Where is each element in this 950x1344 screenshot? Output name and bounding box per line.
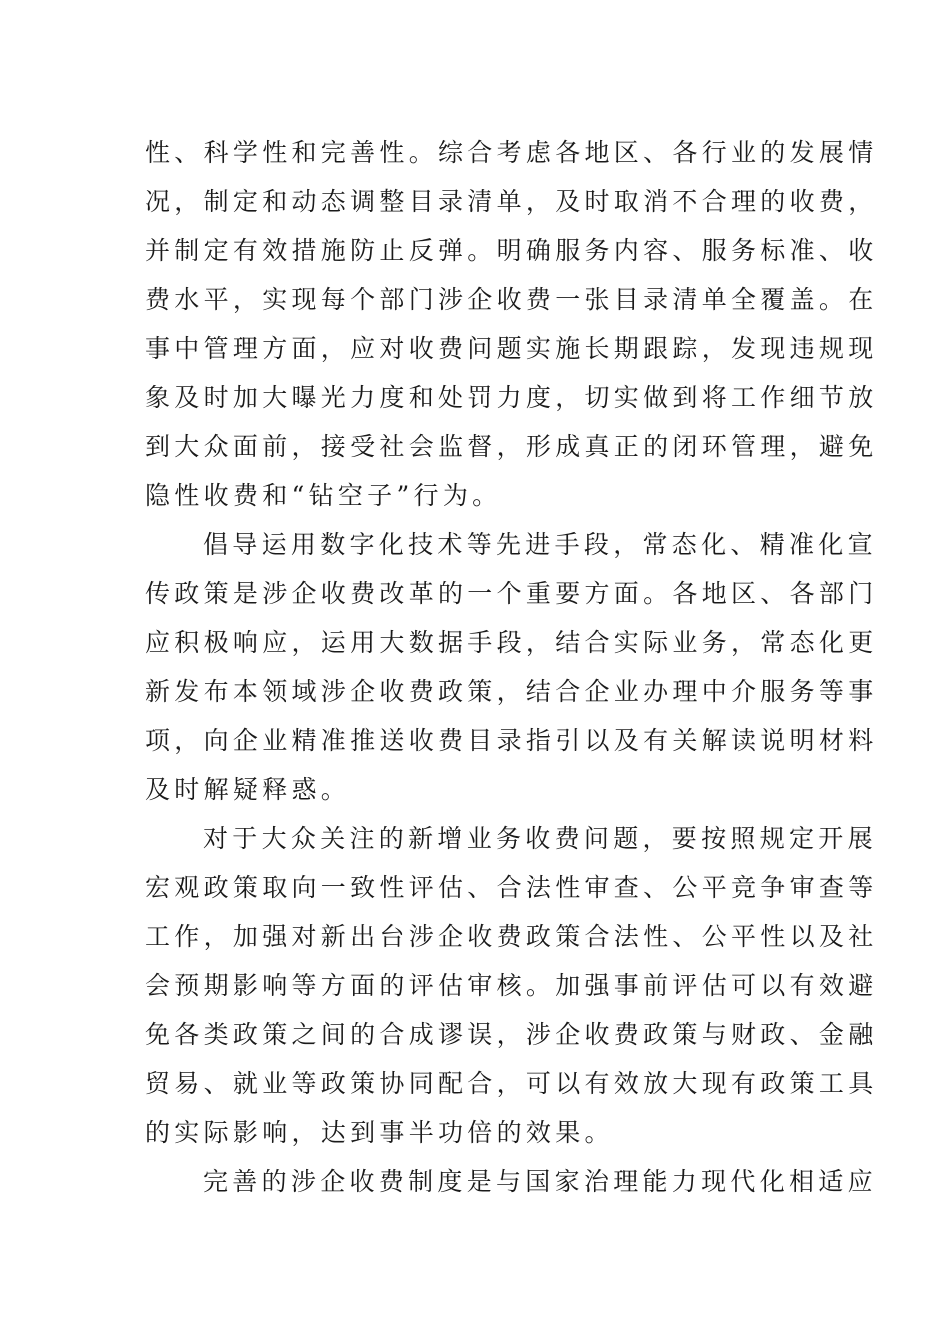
- text-line: 完善的涉企收费制度是与国家治理能力现代化相适应: [203, 1167, 877, 1196]
- text-line: 况，制定和动态调整目录清单，及时取消不合理的收费，: [145, 187, 878, 216]
- text-line: 项，向企业精准推送收费目录指引以及有关解读说明材料: [145, 726, 878, 755]
- text-line: 宏观政策取向一致性评估、合法性审查、公平竞争审查等: [145, 873, 878, 902]
- text-line: 会预期影响等方面的评估审核。加强事前评估可以有效避: [145, 971, 878, 1000]
- text-line: 传政策是涉企收费改革的一个重要方面。各地区、各部门: [145, 579, 878, 608]
- paragraph-3: [145, 814, 878, 1157]
- text-line: 性、科学性和完善性。综合考虑各地区、各行业的发展情: [145, 138, 878, 167]
- paragraph-1: [145, 128, 878, 520]
- text-line: 象及时加大曝光力度和处罚力度，切实做到将工作细节放: [145, 383, 878, 412]
- text-line: 到大众面前，接受社会监督，形成真正的闭环管理，避免: [145, 432, 878, 461]
- text-line: 免各类政策之间的合成谬误，涉企收费政策与财政、金融: [145, 1020, 878, 1049]
- paragraph-2: [145, 520, 878, 814]
- text-line: 费水平，实现每个部门涉企收费一张目录清单全覆盖。在: [145, 285, 878, 314]
- text-line: 新发布本领域涉企收费政策，结合企业办理中介服务等事: [145, 677, 878, 706]
- document-body: [145, 128, 878, 1206]
- paragraph-4: [145, 1157, 877, 1206]
- text-line: 并制定有效措施防止反弹。明确服务内容、服务标准、收: [145, 236, 878, 265]
- text-line: 事中管理方面，应对收费问题实施长期跟踪，发现违规现: [145, 334, 878, 363]
- text-line: 对于大众关注的新增业务收费问题，要按照规定开展: [203, 824, 877, 853]
- text-line: 及时解疑释惑。: [145, 775, 351, 804]
- text-line: 贸易、就业等政策协同配合，可以有效放大现有政策工具: [145, 1069, 878, 1098]
- text-line: 倡导运用数字化技术等先进手段，常态化、精准化宣: [203, 530, 877, 559]
- text-line: 工作，加强对新出台涉企收费政策合法性、公平性以及社: [145, 922, 878, 951]
- text-line: 隐性收费和“钻空子”行为。: [145, 481, 502, 510]
- text-line: 的实际影响，达到事半功倍的效果。: [145, 1118, 614, 1147]
- text-line: 应积极响应，运用大数据手段，结合实际业务，常态化更: [145, 628, 878, 657]
